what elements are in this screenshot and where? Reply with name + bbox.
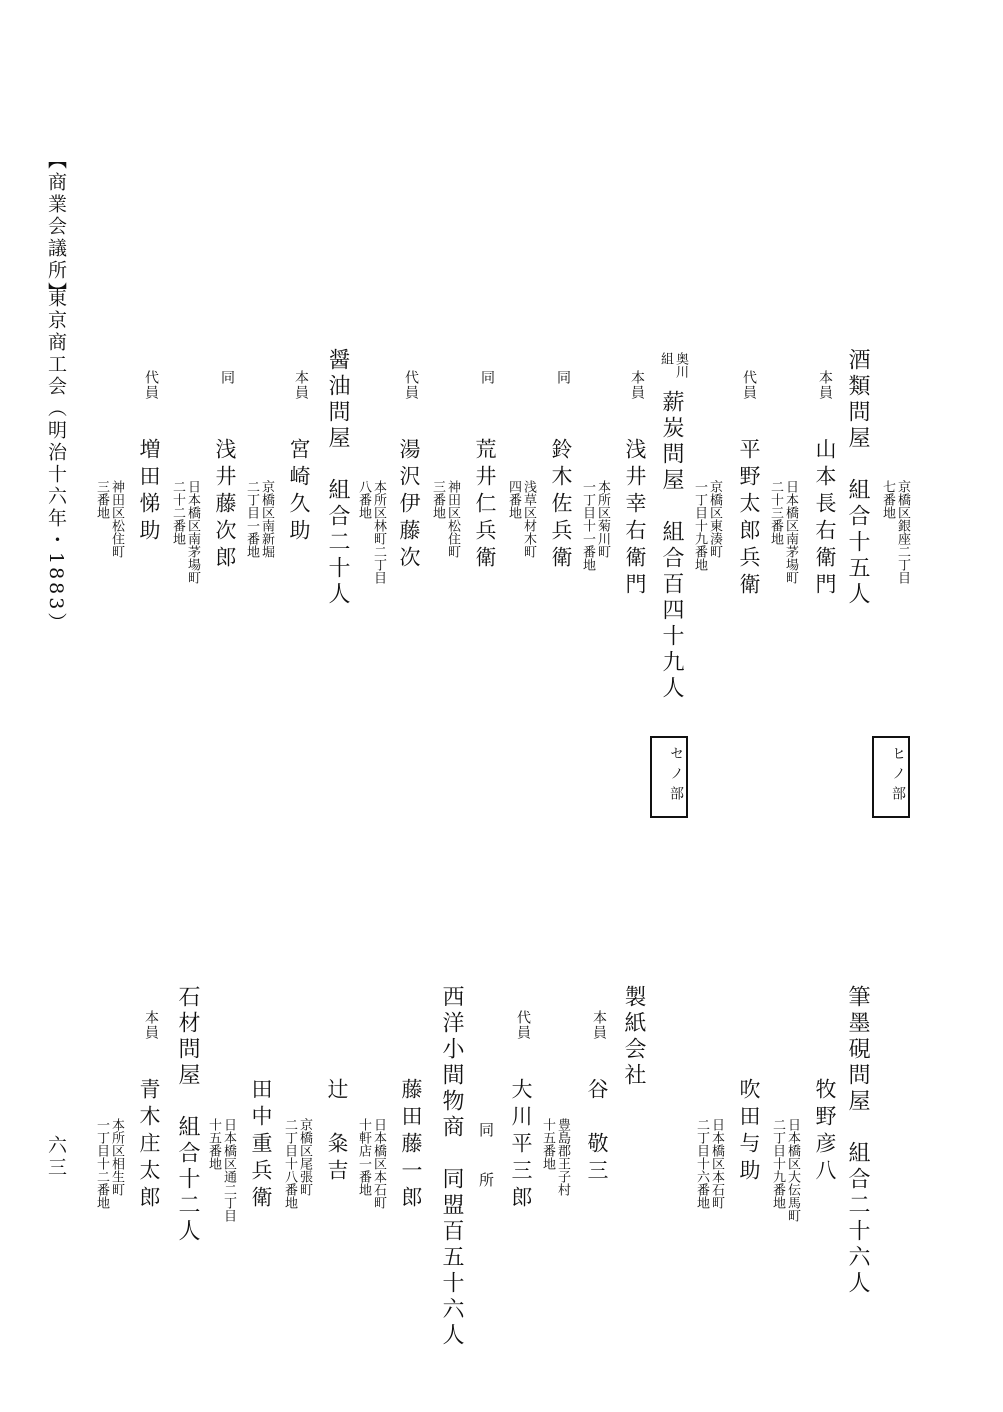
member-role: 同 [219,370,235,385]
member-role: 代員 [143,370,159,400]
member-address: 豊島郡王子村 十五番地 [540,1118,570,1196]
member-name: 浅井藤次郎 [213,438,237,573]
member-address: 京橋区東湊町 一丁目十九番地 [692,480,722,571]
member-name: 湯沢伊藤次 [397,438,421,573]
section-hi-label: ヒノ部 [890,746,906,806]
section-se-label: セノ部 [668,746,684,806]
group-heading: 石材問屋 組合十二人 [175,985,200,1245]
group-heading: 薪炭問屋 組合百四十九人 [659,390,684,702]
section-label: 【商業会議所】 [45,150,67,304]
member-name: 吹田与助 [737,1078,761,1186]
member-address: 日本橋区通二丁目 十五番地 [206,1118,236,1222]
member-role: 代員 [741,370,757,400]
member-name: 藤田藤一郎 [399,1078,423,1213]
group-heading: 筆墨硯問屋 組合二十六人 [845,985,870,1297]
group-heading: 酒類問屋 組合十五人 [845,348,870,608]
member-role: 本員 [143,1010,159,1040]
member-address: 神田区松住町 三番地 [94,480,124,558]
member-address: 日本橋区南茅場町 二十二番地 [170,480,200,584]
member-role: 同 [479,370,495,385]
group-heading: 醤油問屋 組合二十人 [325,348,350,608]
member-address: 神田区松住町 三番地 [430,480,460,558]
member-name: 宮崎久助 [287,438,311,546]
member-name: 山本長右衛門 [813,438,837,600]
member-role: 代員 [515,1010,531,1040]
member-name: 辻 粂吉 [325,1078,349,1186]
member-address: 本所区相生町 一丁目十二番地 [94,1118,124,1209]
member-address: 京橋区尾張町 二丁目十八番地 [282,1118,312,1209]
group-heading: 西洋小間物商 同盟百五十六人 [439,985,464,1349]
member-name: 田中重兵衛 [249,1078,273,1213]
member-name: 牧野彦八 [813,1078,837,1186]
member-address: 本所区菊川町 一丁目十一番地 [580,480,610,571]
member-role: 本員 [629,370,645,400]
section-hi-box [872,736,910,818]
member-name: 平野太郎兵衛 [737,438,761,600]
member-role: 本員 [591,1010,607,1040]
member-address: 本所区林町二丁目 八番地 [356,480,386,584]
member-name: 増田悌助 [137,438,161,546]
member-role: 同 [555,370,571,385]
member-address: 日本橋区南茅場町 二十三番地 [768,480,798,584]
member-address: 浅草区材木町 四番地 [506,480,536,558]
member-address: 日本橋区本石町 二丁目十六番地 [694,1118,724,1209]
member-name: 青木庄太郎 [137,1078,161,1213]
member-address: 日本橋区大伝馬町 二丁目十九番地 [770,1118,800,1222]
member-name: 浅井幸右衛門 [623,438,647,600]
group-prefix: 奥川 組 [658,352,688,378]
member-address: 日本橋区本石町 十軒店一番地 [356,1118,386,1209]
member-role: 代員 [403,370,419,400]
member-address: 京橋区南新堀 二丁目一番地 [244,480,274,558]
group-heading: 製紙会社 [621,985,646,1089]
member-name: 荒井仁兵衛 [473,438,497,573]
section-se-box [650,736,688,818]
member-name: 鈴木佐兵衛 [549,438,573,573]
member-role: 本員 [817,370,833,400]
member-name: 大川平三郎 [509,1078,533,1213]
page-number: 六三 [45,1135,67,1179]
book-title: 東京商工会（明治十六年・1883） [45,288,67,635]
group-address: 京橋区銀座二丁目 七番地 [880,480,910,584]
member-name: 谷 敬三 [585,1078,609,1186]
member-address: 同 所 [477,1122,495,1197]
member-role: 本員 [293,370,309,400]
